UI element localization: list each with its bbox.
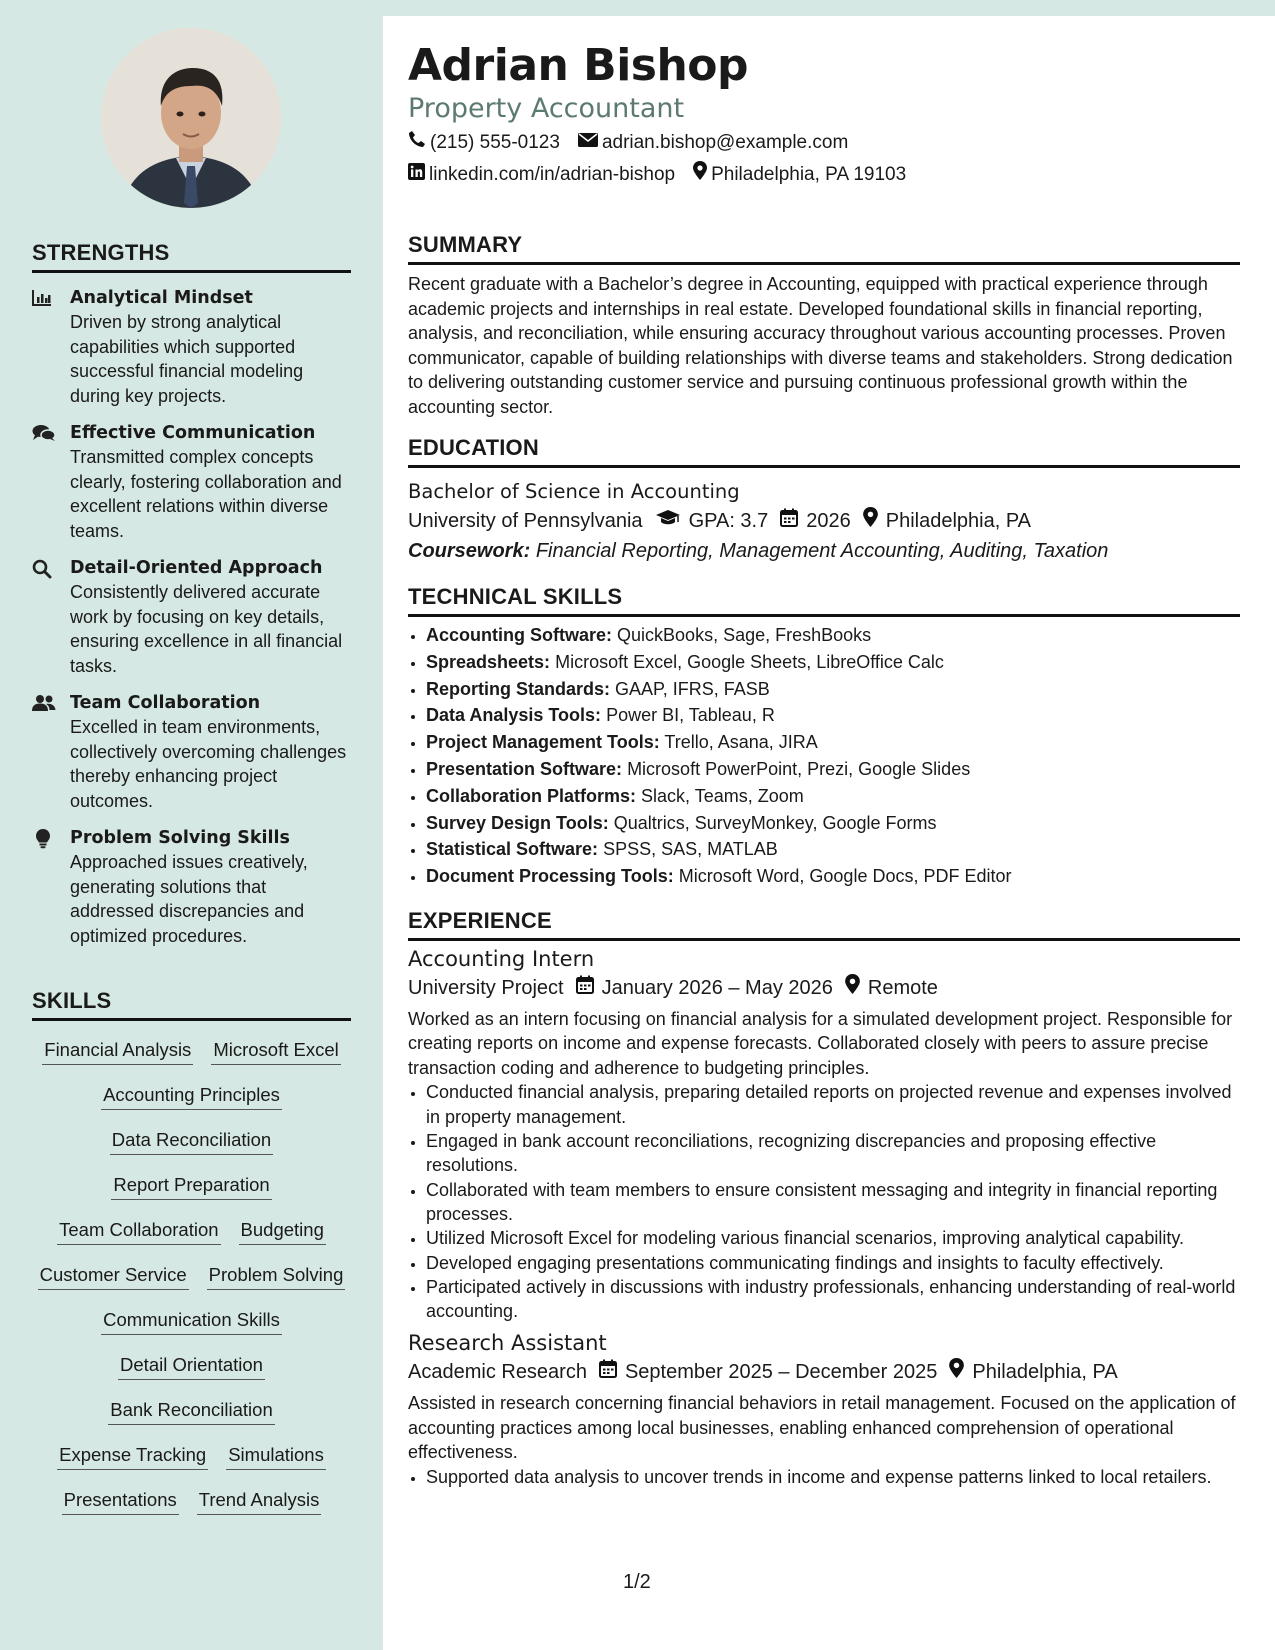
list-item: [426, 622, 1240, 649]
list-item: [426, 783, 1240, 810]
skill-tag: Detail Orientation: [118, 1344, 265, 1380]
job-org: University Project: [408, 976, 564, 999]
list-item: [426, 756, 1240, 783]
job-bullets: [408, 1080, 1240, 1323]
skill-label: Reporting Standards:: [426, 678, 611, 699]
location-pin-icon: [845, 973, 868, 1003]
job-org: Academic Research: [408, 1361, 587, 1384]
location-pin-icon: [693, 160, 711, 190]
job-summary: Assisted in research concerning financial behaviors in retail management. Focused on the application of accounting practices among local businesses, enabling enhanced comprehension of operational effectiveness.: [408, 1393, 1236, 1463]
job-title: Accounting Intern: [408, 946, 595, 971]
job-bullets: [408, 1465, 1240, 1489]
skill-tag: Customer Service: [38, 1254, 189, 1290]
strength-desc: Consistently delivered accurate work by focusing on key details, ensuring excellence in all financial tasks.: [70, 582, 343, 676]
skill-label: Statistical Software:: [426, 839, 599, 860]
coursework-label: Coursework:: [408, 540, 531, 562]
skill-value: QuickBooks, Sage, FreshBooks: [617, 625, 872, 645]
location-text: Philadelphia, PA 19103: [711, 164, 907, 185]
skill-value: SPSS, SAS, MATLAB: [603, 839, 778, 860]
skill-label: Presentation Software:: [426, 758, 623, 779]
coursework: [408, 536, 1240, 566]
skill-tag: Presentations: [62, 1479, 179, 1515]
contact-row: [408, 128, 1240, 158]
skills-title: SKILLS: [32, 988, 351, 1021]
lightbulb-icon: [32, 826, 70, 948]
skill-tag: Problem Solving: [207, 1254, 346, 1290]
list-item: • Engaged in bank account reconciliations, recognizing discrepancies and proposing effective resolutions.: [426, 1129, 1240, 1178]
main-content: [408, 16, 1240, 1489]
candidate-name: Adrian Bishop: [408, 40, 749, 91]
graduation-year: 2026: [806, 510, 851, 532]
phone-icon: [408, 128, 430, 158]
graduation-cap-icon: [655, 506, 689, 536]
skill-value: Trello, Asana, JIRA: [664, 732, 818, 753]
education-title: EDUCATION: [408, 435, 1240, 468]
linkedin-icon: [408, 160, 429, 190]
skill-tag: Report Preparation: [111, 1164, 271, 1200]
skill-tag: Data Reconciliation: [110, 1119, 273, 1155]
list-item: • Conducted financial analysis, preparing detailed reports on projected revenue and expenses involved in property management.: [426, 1080, 1240, 1129]
skill-label: Project Management Tools:: [426, 732, 660, 753]
strength-desc: Transmitted complex concepts clearly, fostering collaboration and excellent relations within diverse teams.: [70, 447, 342, 541]
list-item: • Collaborated with team members to ensure consistent messaging and integrity in financial reporting processes.: [426, 1178, 1240, 1227]
location-pin-icon: [949, 1357, 972, 1387]
technical-skills-list: [408, 622, 1240, 890]
skill-label: Survey Design Tools:: [426, 812, 609, 833]
technical-skills-title: TECHNICAL SKILLS: [408, 584, 1240, 617]
skill-label: Data Analysis Tools:: [426, 705, 602, 726]
skill-value: Microsoft PowerPoint, Prezi, Google Slides: [627, 758, 971, 779]
skill-tag: Simulations: [226, 1434, 326, 1470]
email-icon: [578, 128, 602, 158]
skill-tag: Expense Tracking: [57, 1434, 208, 1470]
skill-value: Microsoft Word, Google Docs, PDF Editor: [678, 866, 1012, 887]
strength-desc: Excelled in team environments, collectively overcoming challenges thereby enhancing project outcomes.: [70, 717, 347, 811]
strength-title: Detail-Oriented Approach: [70, 558, 323, 578]
comments-icon: [32, 421, 70, 543]
location-pin-icon: [863, 506, 886, 536]
list-item: • Developed engaging presentations communicating findings and insights to faculty effectively.: [426, 1251, 1240, 1275]
summary-section: [408, 232, 1240, 419]
strength-title: Analytical Mindset: [70, 288, 253, 308]
summary-title: SUMMARY: [408, 232, 1240, 265]
sidebar: [0, 0, 383, 1650]
skill-tag: Communication Skills: [101, 1299, 282, 1335]
strength-item: [32, 286, 351, 408]
search-icon: [32, 556, 70, 678]
job-meta: [408, 1357, 1240, 1387]
list-item: [426, 676, 1240, 703]
email-link[interactable]: adrian.bishop@example.com: [601, 132, 849, 153]
job-entry: [408, 1329, 1240, 1489]
list-item: [426, 649, 1240, 676]
skill-value: Power BI, Tableau, R: [606, 705, 775, 726]
skill-tag: Bank Reconciliation: [108, 1389, 274, 1425]
skills-list: [32, 1029, 351, 1524]
job-meta: [408, 973, 1240, 1003]
calendar-icon: [576, 973, 602, 1003]
strength-title: Effective Communication: [70, 423, 316, 443]
skill-tag: Microsoft Excel: [211, 1029, 340, 1065]
strength-title: Team Collaboration: [70, 693, 261, 713]
calendar-icon: [599, 1357, 625, 1387]
list-item: • Participated actively in discussions with industry professionals, enhancing understanding of real-world accounting.: [426, 1275, 1240, 1324]
job-location: Remote: [867, 976, 938, 999]
strengths-title: STRENGTHS: [32, 240, 351, 273]
skill-tag: Budgeting: [239, 1209, 326, 1245]
education-section: [408, 435, 1240, 566]
users-icon: [32, 691, 70, 813]
strength-item: [32, 826, 351, 948]
strength-item: [32, 691, 351, 813]
contact-row: [408, 160, 1240, 190]
skill-label: Spreadsheets:: [426, 651, 551, 672]
education-meta: [408, 506, 1240, 536]
strengths-section: [32, 240, 351, 948]
job-title: Research Assistant: [408, 1331, 607, 1356]
strength-title: Problem Solving Skills: [70, 828, 290, 848]
skill-tag: Accounting Principles: [101, 1074, 282, 1110]
coursework-list: Financial Reporting, Management Accounting, Auditing, Taxation: [535, 540, 1109, 562]
summary-text: Recent graduate with a Bachelor’s degree in Accounting, equipped with practical experience through academic projects and internships in real estate. Developed foundational skills in financial reporting, analysis, and reconciliation, while ensuring accuracy throughout various accounting processes. Proven communicator, capable of building relationships with diverse teams and stakeholders. Strong dedication to delivering outstanding customer service and pursuing continuous professional growth within the accounting sector.: [408, 274, 1233, 417]
skill-value: Slack, Teams, Zoom: [641, 785, 804, 806]
list-item: • Supported data analysis to uncover trends in income and expense patterns linked to local retailers.: [426, 1465, 1240, 1489]
top-accent-band: [383, 0, 1275, 16]
phone-number: (215) 555-0123: [430, 132, 560, 153]
experience-section: [408, 908, 1240, 1489]
skill-tag: Trend Analysis: [197, 1479, 322, 1515]
skill-label: Accounting Software:: [426, 625, 613, 645]
experience-title: EXPERIENCE: [408, 908, 1240, 941]
list-item: [426, 836, 1240, 863]
strength-desc: Driven by strong analytical capabilities which supported successful financial modeling during key projects.: [70, 312, 304, 406]
skill-value: Qualtrics, SurveyMonkey, Google Forms: [613, 812, 937, 833]
list-item: • Utilized Microsoft Excel for modeling various financial scenarios, improving analytical capability.: [426, 1226, 1240, 1250]
job-entry: [408, 945, 1240, 1323]
profile-photo: [101, 28, 281, 208]
school-location: Philadelphia, PA: [885, 510, 1032, 532]
calendar-icon: [780, 506, 806, 536]
technical-skills-section: [408, 584, 1240, 890]
skills-section: [32, 988, 351, 1524]
skill-label: Document Processing Tools:: [426, 866, 674, 887]
skill-value: Microsoft Excel, Google Sheets, LibreOffice Calc: [555, 651, 944, 672]
candidate-role: Property Accountant: [408, 93, 685, 124]
skill-tag: Team Collaboration: [57, 1209, 220, 1245]
job-dates: September 2025 – December 2025: [624, 1361, 938, 1384]
school-name: University of Pennsylvania: [408, 510, 643, 532]
list-item: [426, 729, 1240, 756]
list-item: [426, 810, 1240, 837]
strength-item: [32, 421, 351, 543]
page-number: 1/2: [623, 1571, 651, 1593]
list-item: [426, 702, 1240, 729]
skill-label: Collaboration Platforms:: [426, 785, 637, 806]
degree: Bachelor of Science in Accounting: [408, 480, 740, 503]
skill-value: GAAP, IFRS, FASB: [615, 678, 770, 699]
skill-tag: Financial Analysis: [42, 1029, 193, 1065]
strength-desc: Approached issues creatively, generating solutions that addressed discrepancies and optimized procedures.: [70, 852, 308, 946]
gpa: GPA: 3.7: [688, 510, 769, 532]
job-dates: January 2026 – May 2026: [601, 976, 833, 999]
job-summary: Worked as an intern focusing on financial analysis for a simulated development project. Responsible for creating reports on income and expense forecasts. Collaborated closely with peers to assure precise transaction coding and adherence to budgeting principles.: [408, 1008, 1233, 1078]
linkedin-link[interactable]: linkedin.com/in/adrian-bishop: [429, 164, 676, 185]
job-location: Philadelphia, PA: [972, 1361, 1118, 1384]
strength-item: [32, 556, 351, 678]
list-item: [426, 863, 1240, 890]
bar-chart-icon: [32, 286, 70, 408]
